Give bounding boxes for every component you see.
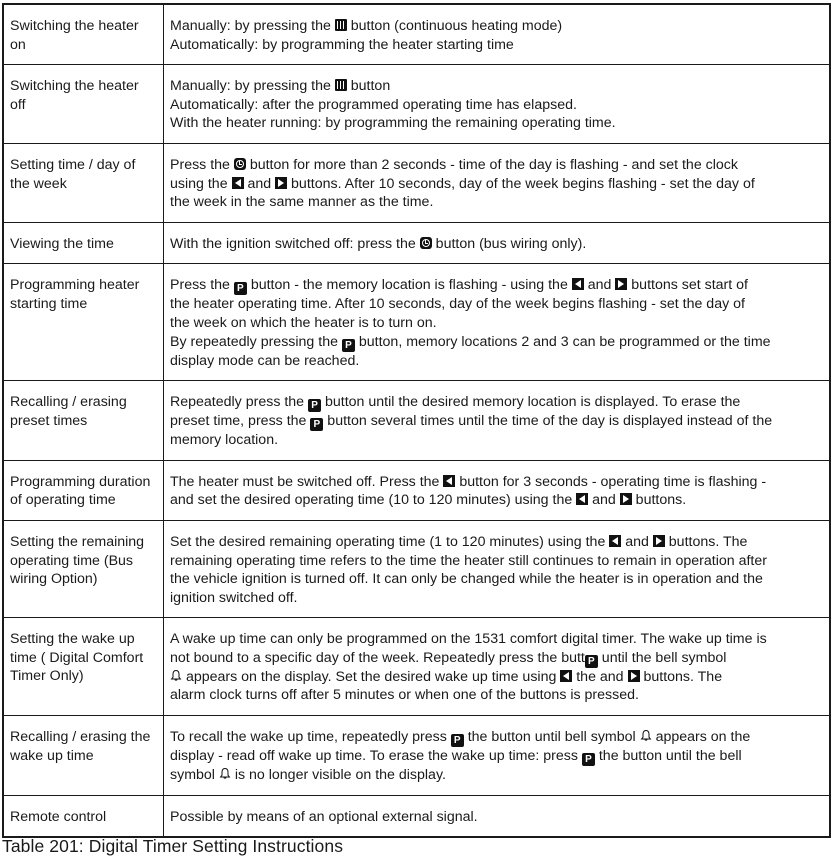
left-arrow-icon — [576, 493, 588, 505]
p-icon: P — [582, 753, 595, 766]
instruction-text-segment: button until the desired memory location is displayed. To erase the — [321, 394, 741, 411]
function-label: Setting time / day of the week — [3, 143, 164, 222]
instruction-line — [170, 589, 823, 608]
table-row — [3, 65, 830, 144]
right-arrow-icon — [628, 670, 640, 682]
instruction-line — [170, 235, 823, 254]
clock-icon — [234, 158, 246, 170]
instruction-line — [170, 686, 823, 705]
function-label: Viewing the time — [3, 222, 164, 264]
instruction-text — [164, 65, 831, 144]
instruction-text-segment: Manually: by pressing the — [170, 78, 335, 95]
instruction-line — [170, 276, 823, 295]
instruction-text-segment: the week on which the heater is to turn on. — [170, 314, 437, 331]
instruction-text-segment: With the heater running: by programming the remaining operating time. — [170, 115, 616, 132]
instruction-text-segment: appears on the — [651, 729, 751, 746]
instruction-line — [170, 630, 823, 649]
instruction-line — [170, 156, 823, 175]
table-row — [3, 143, 830, 222]
instruction-text — [164, 4, 831, 65]
instruction-line — [170, 114, 823, 133]
clock-icon — [420, 237, 432, 249]
function-label: Remote control — [3, 795, 164, 837]
p-icon: P — [308, 399, 321, 412]
right-arrow-icon — [615, 278, 627, 290]
instruction-text-segment: Possible by means of an optional external signal. — [170, 808, 478, 825]
left-arrow-icon — [572, 278, 584, 290]
instruction-text-segment: the heater operating time. After 10 seconds, day of the week begins flashing - set the day of — [170, 296, 745, 313]
function-label: Setting the wake up time ( Digital Comfort Timer Only) — [3, 618, 164, 716]
right-arrow-icon — [620, 493, 632, 505]
instruction-line — [170, 808, 823, 827]
instruction-text — [164, 460, 831, 520]
instruction-text-segment: and — [621, 533, 653, 550]
instruction-text-segment: button (bus wiring only). — [431, 235, 587, 252]
instruction-text-segment: the button until bell symbol — [463, 729, 640, 746]
instruction-line — [170, 431, 823, 450]
instruction-line — [170, 175, 823, 194]
instruction-text-segment: Automatically: by programming the heater starting time — [170, 36, 514, 53]
function-label: Setting the remaining operating time (Bus wiring Option) — [3, 520, 164, 617]
instruction-text — [164, 143, 831, 222]
instruction-text-segment: preset time, press the — [170, 413, 311, 430]
instruction-text-segment: button for more than 2 seconds - time of the day is flashing - and set the clock — [245, 156, 738, 173]
instruction-text-segment: the vehicle ignition is turned off. It can only be changed while the heater is in operation and the — [170, 571, 763, 588]
instruction-text-segment: buttons. — [631, 492, 687, 509]
instruction-line — [170, 473, 823, 492]
function-label: Recalling / erasing preset times — [3, 381, 164, 461]
instruction-line — [170, 766, 823, 785]
instruction-text-segment: buttons. The — [664, 533, 748, 550]
instruction-text-segment: A wake up time can only be programmed on the 1531 comfort digital timer. The wake up time is — [170, 631, 767, 648]
instruction-text-segment: the button until the bell — [594, 748, 742, 765]
instruction-text-segment: appears on the display. Set the desired wake up time using — [182, 668, 561, 685]
instruction-line — [170, 96, 823, 115]
instruction-text — [164, 716, 831, 796]
function-label: Recalling / erasing the wake up time — [3, 716, 164, 796]
instruction-text-segment: button, memory locations 2 and 3 can be programmed or the time — [354, 333, 771, 350]
instruction-text-segment: button (continuous heating mode) — [346, 18, 563, 34]
instruction-text-segment: is no longer visible on the display. — [230, 767, 446, 784]
bell-icon — [170, 669, 182, 682]
heater-icon — [335, 19, 347, 31]
instruction-line — [170, 412, 823, 431]
instruction-line — [170, 333, 823, 352]
instruction-text-segment: Press the — [170, 156, 234, 173]
function-label: Switching the heater on — [3, 4, 164, 65]
table-row — [3, 381, 830, 461]
instruction-line — [170, 649, 823, 668]
instruction-text-segment: not bound to a specific day of the week. Repeatedly press the butt — [170, 649, 585, 666]
instruction-text-segment: the and — [572, 668, 628, 685]
bell-icon — [219, 767, 231, 780]
instruction-text-segment: until the bell symbol — [597, 649, 727, 666]
instruction-text-segment: buttons. The — [639, 668, 723, 685]
instruction-text-segment: and — [588, 492, 620, 509]
instruction-line — [170, 36, 823, 55]
instruction-text — [164, 222, 831, 264]
table-row — [3, 460, 830, 520]
right-arrow-icon — [275, 177, 287, 189]
instruction-text-segment: and — [583, 277, 616, 294]
instruction-line — [170, 352, 823, 371]
instruction-line — [170, 491, 823, 510]
instruction-text-segment: To recall the wake up time, repeatedly press — [170, 729, 451, 746]
instruction-text-segment: button several times until the time of the day is displayed instead of the — [323, 413, 773, 430]
instruction-text-segment: Repeatedly press the — [170, 394, 309, 411]
instruction-text-segment: Automatically: after the programmed operating time has elapsed. — [170, 96, 577, 113]
instruction-line — [170, 570, 823, 589]
instruction-line — [170, 193, 823, 212]
function-label: Programming duration of operating time — [3, 460, 164, 520]
instruction-line — [170, 533, 823, 552]
instruction-line — [170, 314, 823, 333]
left-arrow-icon — [560, 670, 572, 682]
instruction-text-segment: Manually: by pressing the — [170, 18, 335, 34]
instruction-text-segment: button - the memory location is flashing - using the — [246, 277, 572, 294]
instruction-text-segment: button — [346, 78, 391, 95]
table-row — [3, 618, 830, 716]
instruction-text-segment: remaining operating time refers to the time the heater still continues to remain in operation after — [170, 552, 767, 569]
left-arrow-icon — [232, 177, 244, 189]
table-row — [3, 520, 830, 617]
instruction-text-segment: display - read off wake up time. To erase the wake up time: press — [170, 748, 582, 765]
instruction-line — [170, 77, 823, 96]
instruction-text-segment: ignition switched off. — [170, 589, 298, 606]
instruction-text-segment: memory location. — [170, 432, 279, 449]
instruction-text-segment: buttons set start of — [627, 277, 748, 294]
instruction-text-segment: With the ignition switched off: press the — [170, 235, 420, 252]
instruction-line — [170, 17, 823, 36]
table-row — [3, 795, 830, 837]
p-icon: P — [585, 655, 598, 668]
instruction-text-segment: alarm clock turns off after 5 minutes or when one of the buttons is pressed. — [170, 687, 639, 704]
instruction-text — [164, 264, 831, 381]
instruction-text-segment: and — [243, 175, 276, 192]
instructions-table — [2, 3, 831, 838]
instruction-text — [164, 618, 831, 716]
table-row — [3, 716, 830, 796]
instruction-text-segment: Set the desired remaining operating time (1 to 120 minutes) using the — [170, 533, 610, 550]
bell-icon — [640, 729, 652, 742]
instruction-line — [170, 668, 823, 687]
instruction-text-segment: symbol — [170, 767, 219, 784]
instruction-line — [170, 728, 823, 747]
instructions-table-body — [3, 4, 830, 837]
instruction-text-segment: button for 3 seconds - operating time is flashing - — [455, 473, 767, 490]
left-arrow-icon — [443, 475, 455, 487]
instruction-text-segment: buttons. After 10 seconds, day of the week begins flashing - set the day of — [287, 175, 755, 192]
instruction-text-segment: By repeatedly pressing the — [170, 333, 342, 350]
instruction-text — [164, 520, 831, 617]
instruction-line — [170, 295, 823, 314]
instruction-text-segment: display mode can be reached. — [170, 352, 360, 369]
function-label: Programming heater starting time — [3, 264, 164, 381]
instruction-line — [170, 393, 823, 412]
table-row — [3, 4, 830, 65]
instruction-text-segment: the week in the same manner as the time. — [170, 194, 434, 211]
instruction-text-segment: and set the desired operating time (10 to 120 minutes) using the — [170, 492, 577, 509]
p-icon: P — [234, 282, 247, 295]
table-caption: Table 201: Digital Timer Setting Instructions — [2, 836, 344, 856]
function-label: Switching the heater off — [3, 65, 164, 144]
instruction-line — [170, 552, 823, 571]
heater-icon — [335, 79, 347, 91]
table-row — [3, 222, 830, 264]
instruction-text-segment: using the — [170, 175, 232, 192]
right-arrow-icon — [653, 535, 665, 547]
p-icon: P — [342, 339, 355, 352]
p-icon: P — [310, 418, 323, 431]
instruction-text-segment: The heater must be switched off. Press the — [170, 473, 444, 490]
left-arrow-icon — [609, 535, 621, 547]
instruction-text-segment: Press the — [170, 277, 234, 294]
instruction-line — [170, 747, 823, 766]
p-icon: P — [451, 734, 464, 747]
instruction-text — [164, 795, 831, 837]
instruction-text — [164, 381, 831, 461]
table-row — [3, 264, 830, 381]
